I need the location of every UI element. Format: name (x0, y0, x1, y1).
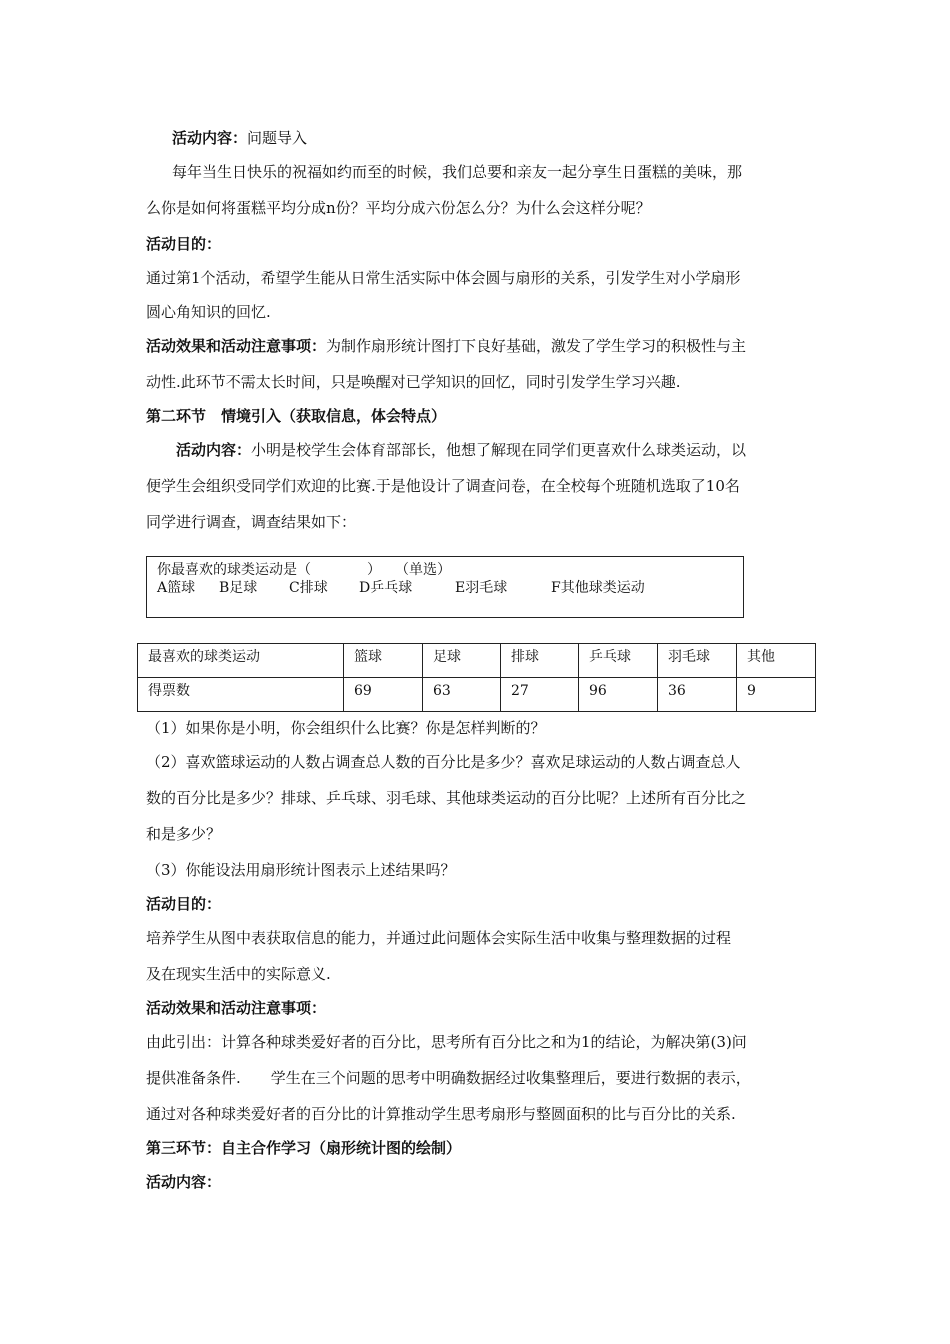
section-heading: 第二环节 情境引入（获取信息，体会特点） (146, 407, 447, 425)
question-line: 和是多少？ (146, 825, 222, 843)
paragraph-line: 及在现实生活中的实际意义. (146, 965, 331, 983)
paragraph-line: 通过对各种球类爱好者的百分比的计算推动学生思考扇形与整圆面积的比与百分比的关系. (146, 1105, 736, 1123)
activity-effect-label: 活动效果和活动注意事项： (146, 999, 327, 1017)
activity-content-text: 问题导入 (247, 129, 308, 147)
table-cell: 27 (501, 678, 579, 712)
activity-content-line (176, 440, 841, 460)
table-cell: 羽毛球 (658, 644, 737, 678)
table-header-cell: 最喜欢的球类运动 (138, 644, 344, 678)
paragraph-line: 动性.此环节不需太长时间，只是唤醒对已学知识的回忆，同时引发学生学习兴趣. (146, 373, 681, 391)
table-cell: 足球 (423, 644, 501, 678)
section-heading: 第三环节：自主合作学习（扇形统计图的绘制） (146, 1139, 462, 1157)
question-line: （3）你能设法用扇形统计图表示上述结果吗？ (146, 861, 456, 879)
question-line: 数的百分比是多少？排球、乒乓球、羽毛球、其他球类运动的百分比呢？上述所有百分比之 (146, 789, 747, 807)
activity-content-label: 活动内容： (146, 1173, 222, 1191)
table-row (138, 678, 816, 712)
paragraph-line: 同学进行调查，调查结果如下： (146, 513, 357, 531)
activity-content-line (172, 128, 837, 148)
table-cell: 其他 (737, 644, 816, 678)
table-cell: 乒乓球 (579, 644, 658, 678)
activity-effect-line (146, 336, 811, 356)
survey-option: F其他球类运动 (551, 580, 645, 596)
survey-option: D乒乓球 (359, 580, 413, 596)
paragraph-line: 培养学生从图中表获取信息的能力，并通过此问题体会实际生活中收集与整理数据的过程 (146, 929, 732, 947)
activity-goal-label: 活动目的： (146, 895, 222, 913)
paragraph-line: 圆心角知识的回忆. (146, 303, 271, 321)
activity-goal-label: 活动目的： (146, 235, 222, 253)
paragraph-line: 便学生会组织受同学们欢迎的比赛.于是他设计了调查问卷，在全校每个班随机选取了10名 (146, 477, 740, 495)
activity-content-label: 活动内容： (172, 129, 248, 147)
question-line: （1）如果你是小明，你会组织什么比赛？你是怎样判断的？ (146, 719, 546, 737)
survey-question-box (146, 556, 744, 618)
table-cell: 排球 (501, 644, 579, 678)
survey-question: 你最喜欢的球类运动是（ ） （单选） (157, 562, 451, 578)
activity-content-label: 活动内容： (176, 441, 252, 459)
paragraph-line: 每年当生日快乐的祝福如约而至的时候，我们总要和亲友一起分享生日蛋糕的美味，那 (172, 163, 743, 181)
table-row (138, 644, 816, 678)
table-cell: 63 (423, 678, 501, 712)
activity-effect-label: 活动效果和活动注意事项： (146, 337, 327, 355)
question-line: （2）喜欢篮球运动的人数占调查总人数的百分比是多少？喜欢足球运动的人数占调查总人 (146, 753, 741, 771)
activity-content-text: 小明是校学生会体育部部长，他想了解现在同学们更喜欢什么球类运动，以 (251, 441, 747, 459)
table-header-cell: 得票数 (138, 678, 344, 712)
activity-effect-text: 为制作扇形统计图打下良好基础，激发了学生学习的积极性与主 (326, 337, 747, 355)
votes-table (137, 643, 816, 712)
survey-option: E羽毛球 (455, 580, 508, 596)
table-cell: 96 (579, 678, 658, 712)
paragraph-line: 提供准备条件. 学生在三个问题的思考中明确数据经过收集整理后，要进行数据的表示， (146, 1069, 751, 1087)
table-cell: 9 (737, 678, 816, 712)
survey-option: C排球 (289, 580, 328, 596)
survey-option: B足球 (219, 580, 258, 596)
paragraph-line: 由此引出：计算各种球类爱好者的百分比，思考所有百分比之和为1的结论，为解决第(3)问 (146, 1033, 747, 1051)
table-cell: 69 (344, 678, 423, 712)
table-cell: 篮球 (344, 644, 423, 678)
table-cell: 36 (658, 678, 737, 712)
paragraph-line: 么你是如何将蛋糕平均分成n份？平均分成六份怎么分？为什么会这样分呢？ (146, 199, 651, 217)
survey-option: A篮球 (157, 580, 196, 596)
paragraph-line: 通过第1个活动，希望学生能从日常生活实际中体会圆与扇形的关系，引发学生对小学扇形 (146, 269, 741, 287)
